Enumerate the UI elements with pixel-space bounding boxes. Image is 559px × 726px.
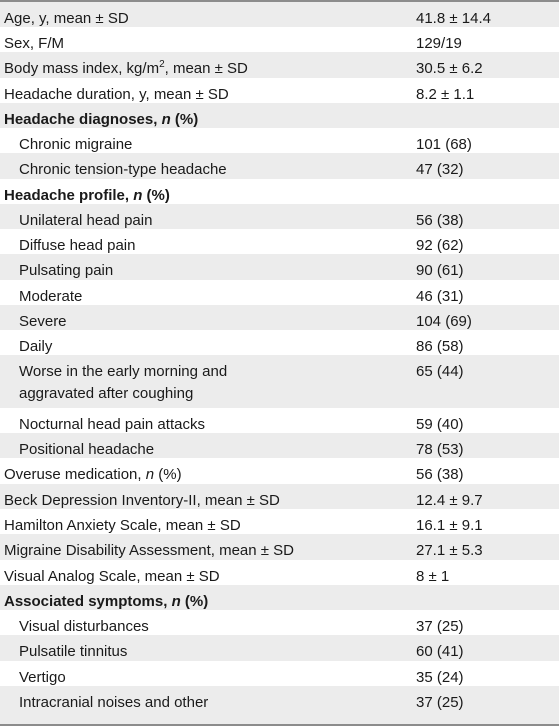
section-header-row (0, 103, 559, 128)
row-value: 46 (31) (416, 288, 464, 305)
table-row (0, 128, 559, 153)
row-value: 12.4 ± 9.7 (416, 492, 483, 509)
row-label: Headache duration, y, mean ± SD (4, 86, 229, 103)
row-value: 47 (32) (416, 161, 464, 178)
row-label: Sex, F/M (4, 35, 65, 52)
table-row (0, 433, 559, 458)
row-value: 129/19 (416, 35, 462, 52)
row-value: 60 (41) (416, 643, 464, 660)
row-value: 16.1 ± 9.1 (416, 517, 483, 534)
row-value: 92 (62) (416, 237, 464, 254)
table-row (0, 78, 559, 103)
table-row (0, 27, 559, 52)
table-row (0, 204, 559, 229)
superscript: 2 (159, 59, 165, 70)
row-label: Unilateral head pain (19, 212, 153, 229)
section-header-row (0, 179, 559, 204)
row-value: 30.5 ± 6.2 (416, 60, 483, 77)
row-value: 78 (53) (416, 441, 464, 458)
row-value: 41.8 ± 14.4 (416, 10, 491, 27)
table-row (0, 560, 559, 585)
section-header-row (0, 585, 559, 610)
row-value: 35 (24) (416, 669, 464, 686)
table-row (0, 661, 559, 686)
table-row (0, 254, 559, 280)
row-value: 8.2 ± 1.1 (416, 86, 475, 103)
row-label: Pulsatile tinnitus (19, 643, 128, 660)
row-value: 8 ± 1 (416, 568, 450, 585)
section-label: Headache profile, n (%) (4, 187, 170, 204)
table-row (0, 52, 559, 78)
row-label (4, 58, 404, 80)
table-row (0, 229, 559, 254)
table-row (0, 305, 559, 330)
table-row (0, 458, 559, 484)
table-row (0, 408, 559, 433)
table-row (0, 610, 559, 635)
row-label: Vertigo (19, 669, 66, 686)
row-label: Migraine Disability Assessment, mean ± SD (4, 542, 295, 559)
row-value: 37 (25) (416, 618, 464, 635)
section-label: Associated symptoms, n (%) (4, 593, 209, 610)
row-label: Age, y, mean ± SD (4, 10, 129, 27)
row-label: Chronic migraine (19, 136, 133, 153)
row-label: Chronic tension-type headache (19, 161, 227, 178)
row-value: 65 (44) (416, 363, 464, 380)
row-label: Visual disturbances (19, 618, 149, 635)
table-row (0, 686, 559, 724)
row-label: Hamilton Anxiety Scale, mean ± SD (4, 517, 241, 534)
table-row (0, 534, 559, 560)
row-label: Moderate (19, 288, 83, 305)
row-label: Worse in the early morning and aggravated after coughing (19, 363, 228, 402)
table-row (0, 484, 559, 509)
table-row (0, 330, 559, 355)
row-value: 104 (69) (416, 313, 472, 330)
row-value: 90 (61) (416, 262, 464, 279)
table-row (0, 635, 559, 661)
table-row (0, 355, 559, 408)
section-label: Headache diagnoses, n (%) (4, 111, 199, 128)
row-label: Beck Depression Inventory-II, mean ± SD (4, 492, 280, 509)
row-label: Intracranial noises and other (19, 694, 209, 711)
row-label: Positional headache (19, 441, 155, 458)
row-value: 37 (25) (416, 694, 464, 711)
row-label: Pulsating pain (19, 262, 114, 279)
row-label: Severe (19, 313, 67, 330)
row-label-text: Body mass index, kg/m (4, 60, 160, 77)
table-row (0, 280, 559, 305)
row-value: 56 (38) (416, 466, 464, 483)
row-label: Visual Analog Scale, mean ± SD (4, 568, 220, 585)
row-label: Overuse medication, n (%) (4, 466, 182, 483)
row-label: Nocturnal head pain attacks (19, 416, 205, 433)
row-value: 59 (40) (416, 416, 464, 433)
row-value: 56 (38) (416, 212, 464, 229)
table-row (0, 509, 559, 534)
row-label: Daily (19, 338, 53, 355)
row-label: Diffuse head pain (19, 237, 136, 254)
table-row (0, 153, 559, 179)
table-row (0, 2, 559, 27)
row-value: 101 (68) (416, 136, 472, 153)
row-value: 27.1 ± 5.3 (416, 542, 483, 559)
row-value: 86 (58) (416, 338, 464, 355)
row-label-suffix: , mean ± SD (164, 60, 248, 77)
